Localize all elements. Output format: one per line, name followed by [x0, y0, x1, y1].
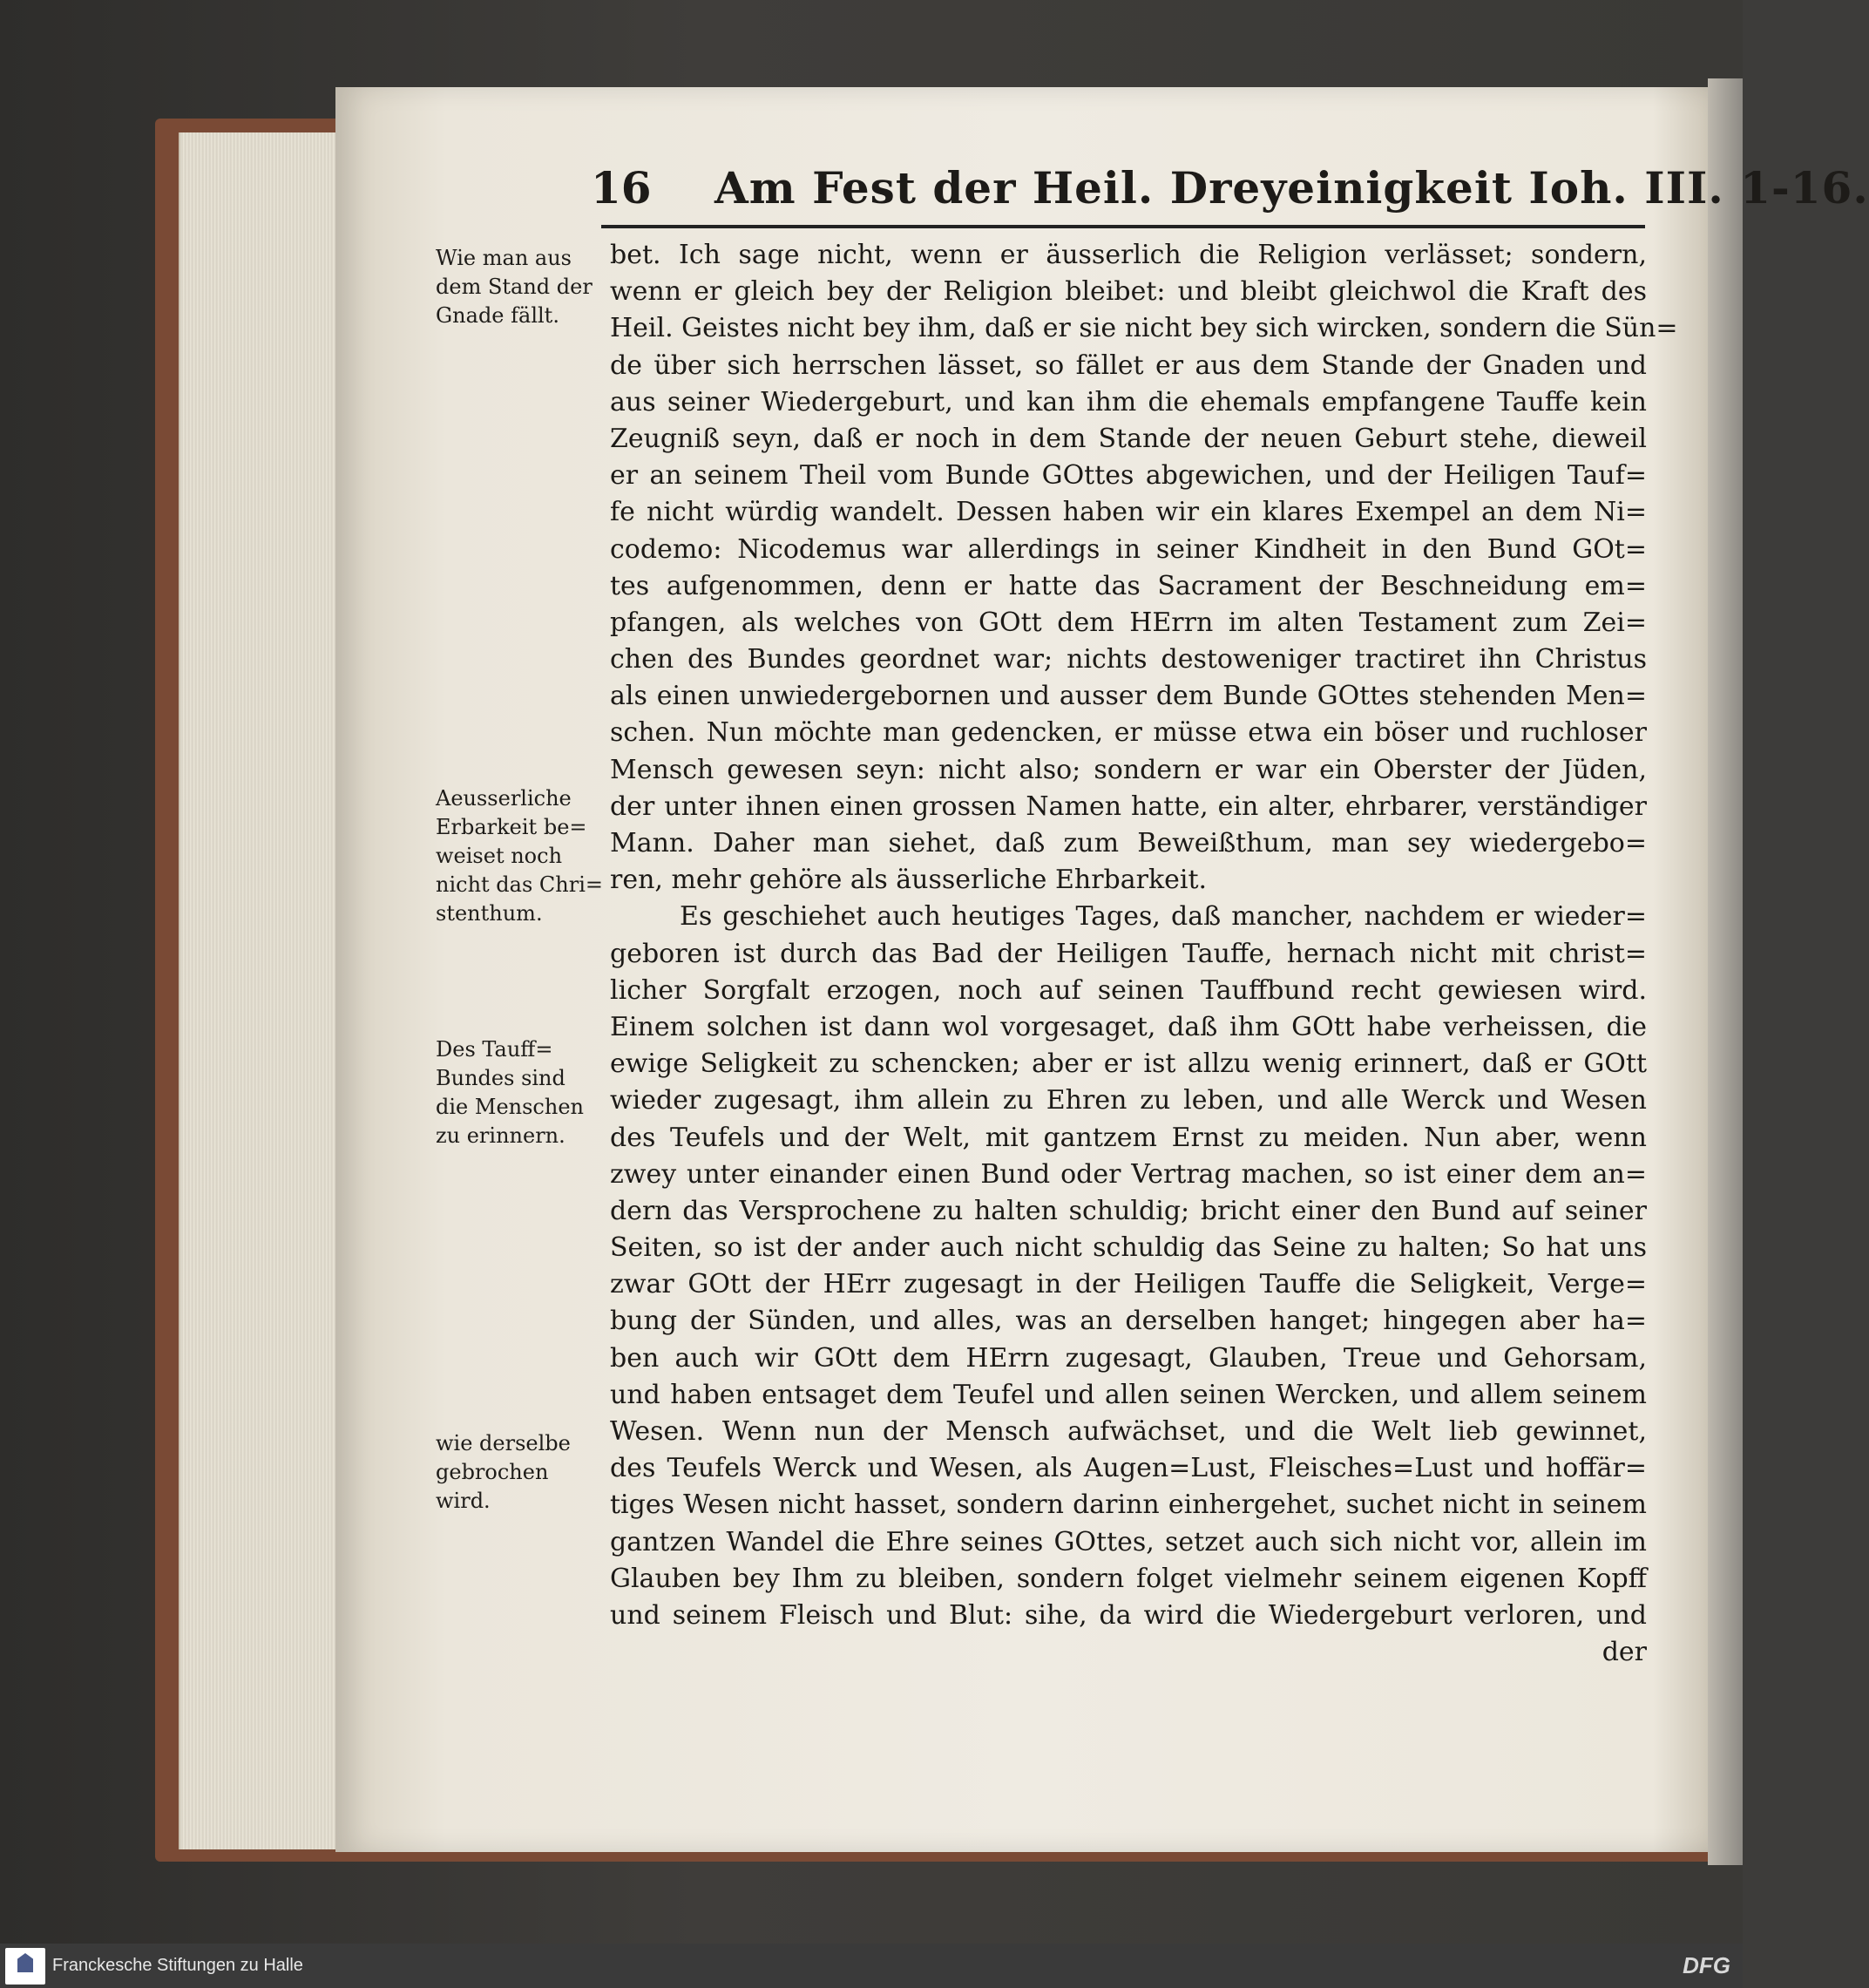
- text-line: Glauben bey Ihm zu bleiben, sondern folget vielmehr seinem eigenen Kopff: [610, 1563, 1647, 1594]
- text-line: Einem solchen ist dann wol vorgesaget, daß ihm GOtt habe verheissen, die: [610, 1011, 1647, 1042]
- text-line: zwey unter einander einen Bund oder Vertrag machen, so ist einer dem an=: [610, 1158, 1647, 1190]
- text-line: des Teufels Werck und Wesen, als Augen=Lust, Fleisches=Lust und hoffär=: [610, 1453, 1647, 1484]
- text-line: schen. Nun möchte man gedencken, er müsse etwa ein böser und ruchloser: [610, 717, 1647, 749]
- margin-note-line: weiset noch: [436, 844, 563, 868]
- margin-note-3: [436, 1035, 593, 1150]
- text-line: aus seiner Wiedergeburt, und kan ihm die ehemals empfangene Tauffe kein: [610, 386, 1647, 417]
- text-line: wieder zugesagt, ihm allein zu Ehren zu leben, und alle Werck und Wesen: [610, 1085, 1647, 1116]
- text-line: licher Sorgfalt erzogen, noch auf seinen Tauffbund recht gewiesen wird.: [610, 974, 1647, 1006]
- text-line: Heil. Geistes nicht bey ihm, daß er sie nicht bey sich wircken, sondern die Sün=: [610, 313, 1678, 344]
- text-line: pfangen, als welches von GOtt dem HErrn im alten Testament zum Zei=: [610, 607, 1647, 638]
- running-title: Am Fest der Heil. Dreyeinigkeit Ioh. III. 1-16.: [714, 162, 1869, 214]
- text-line: Wesen. Wenn nun der Mensch aufwächset, und die Welt lieb gewinnet,: [610, 1416, 1647, 1447]
- text-line: ben auch wir GOtt dem HErrn zugesagt, Glauben, Treue und Gehorsam,: [610, 1342, 1647, 1374]
- text-line: des Teufels und der Welt, mit gantzem Ernst zu meiden. Nun aber, wenn: [610, 1122, 1647, 1153]
- text-line: dern das Versprochene zu halten schuldig; bricht einer den Bund auf seiner: [610, 1195, 1647, 1226]
- text-line: der: [1602, 1637, 1647, 1668]
- text-line: chen des Bundes geordnet war; nichts destoweniger tractiret ihn Christus: [610, 644, 1647, 675]
- text-line: Mensch gewesen seyn: nicht also; sondern er war ein Oberster der Jüden,: [610, 754, 1647, 785]
- margin-note-line: Erbarkeit be=: [436, 815, 587, 839]
- margin-note-line: Gnade fällt.: [436, 303, 559, 328]
- margin-note-4: [436, 1429, 593, 1516]
- text-line: zwar GOtt der HErr zugesagt in der Heiligen Tauffe die Seligkeit, Verge=: [610, 1269, 1647, 1300]
- text-line: bung der Sünden, und alles, was an derselben hanget; hingegen aber ha=: [610, 1306, 1647, 1337]
- text-line: und haben entsaget dem Teufel und allen seinen Wercken, und allem seinem: [610, 1379, 1647, 1410]
- text-line: Mann. Daher man siehet, daß zum Beweißthum, man sey wiedergebo=: [610, 828, 1647, 858]
- text-line: gantzen Wandel die Ehre seines GOttes, setzet auch sich nicht vor, allein im: [610, 1526, 1647, 1557]
- text-line: de über sich herrschen lässet, so fället er aus dem Stande der Gnaden und: [610, 349, 1647, 381]
- margin-note-line: Wie man aus: [436, 246, 572, 270]
- dfg-logo: DFG: [1683, 1952, 1730, 1978]
- text-line: Seiten, so ist der ander auch nicht schuldig das Seine zu halten; So hat uns: [610, 1232, 1647, 1264]
- text-line: Zeugniß seyn, daß er noch in dem Stande der neuen Geburt stehe, dieweil: [610, 423, 1647, 454]
- text-line: der unter ihnen einen grossen Namen hatte, ein alter, ehrbarer, verständiger: [610, 790, 1647, 822]
- text-line: er an seinem Theil vom Bunde GOttes abgewichen, und der Heiligen Tauf=: [610, 460, 1647, 492]
- institution-name: Franckesche Stiftungen zu Halle: [52, 1956, 303, 1975]
- margin-note-1: [436, 244, 593, 330]
- body-text: [610, 237, 1678, 1671]
- text-line: ewige Seligkeit zu schencken; aber er ist allzu wenig erinnert, daß er GOtt: [610, 1048, 1647, 1080]
- text-line: als einen unwiedergebornen und ausser dem Bunde GOttes stehenden Men=: [610, 681, 1647, 712]
- margin-note-line: wird.: [436, 1489, 491, 1513]
- margin-note-line: Bundes sind: [436, 1066, 565, 1090]
- margin-note-line: stenthum.: [436, 901, 543, 926]
- text-line: Es geschiehet auch heutiges Tages, daß mancher, nachdem er wieder=: [680, 901, 1647, 933]
- scanner-edge: [1708, 78, 1743, 1865]
- text-line: fe nicht würdig wandelt. Dessen haben wir ein klares Exempel an dem Ni=: [610, 497, 1647, 528]
- margin-note-line: zu erinnern.: [436, 1123, 565, 1148]
- text-line: bet. Ich sage nicht, wenn er äusserlich die Religion verlässet; sondern,: [610, 240, 1647, 270]
- page-number: 16: [591, 162, 652, 214]
- margin-note-line: dem Stand der: [436, 275, 593, 299]
- margin-note-line: Des Tauff=: [436, 1037, 553, 1062]
- margin-note-2: [436, 784, 603, 928]
- text-line: tiges Wesen nicht hasset, sondern darinn einhergehet, suchet nicht in seinem: [610, 1489, 1647, 1521]
- text-line: und seinem Fleisch und Blut: sihe, da wird die Wiedergeburt verloren, und: [610, 1599, 1647, 1631]
- margin-note-line: wie derselbe: [436, 1431, 571, 1455]
- header-rule: [601, 225, 1645, 228]
- text-line: geboren ist durch das Bad der Heiligen Tauffe, hernach nicht mit christ=: [610, 938, 1647, 969]
- text-line: tes aufgenommen, denn er hatte das Sacrament der Beschneidung em=: [610, 570, 1647, 601]
- margin-note-line: die Menschen: [436, 1095, 584, 1119]
- text-line: codemo: Nicodemus war allerdings in seiner Kindheit in den Bund GOt=: [610, 533, 1647, 565]
- text-line: wenn er gleich bey der Religion bleibet: und bleibt gleichwol die Kraft des: [610, 276, 1647, 308]
- margin-note-line: Aeusserliche: [436, 786, 572, 811]
- viewer-footer: [0, 1944, 1743, 1988]
- margin-note-line: gebrochen: [436, 1460, 549, 1484]
- margin-note-line: nicht das Chri=: [436, 872, 603, 897]
- francke-foundation-logo-icon: [5, 1948, 45, 1985]
- text-line: ren, mehr gehöre als äusserliche Ehrbarkeit.: [610, 865, 1208, 896]
